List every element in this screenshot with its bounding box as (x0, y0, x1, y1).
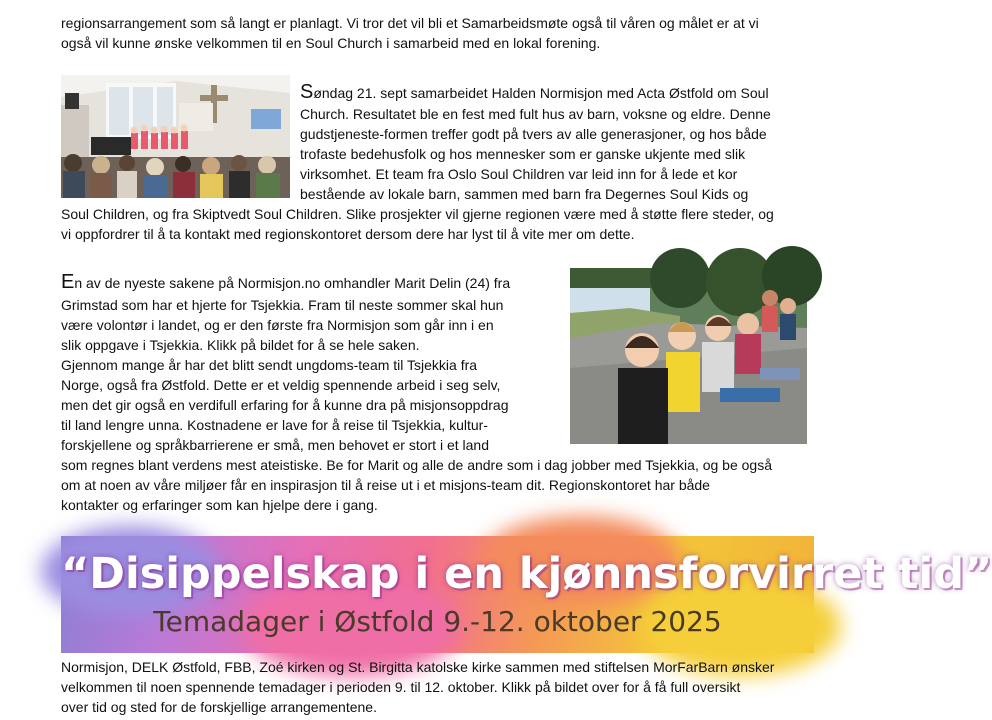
soul-church-line-4: trofaste bedehusfolk og hos mennesker som er ganske ukjente med slik (300, 146, 746, 162)
temadager-line-1: Normisjon, DELK Østfold, FBB, Zoé kirken og St. Birgitta katolske kirke sammen med stiftelsen MorFarBarn ønsker (61, 659, 775, 675)
soul-church-line-6: bestående av lokale barn, sammen med barn fra Degernes Soul Kids og (300, 186, 749, 202)
soul-church-first-line-text: øndag 21. sept samarbeidet Halden Normisjon med Acta Østfold om Soul (313, 85, 769, 101)
hikers-photo-illustration (570, 268, 807, 444)
tsjekkia-dropcap: E (61, 271, 75, 293)
tsjekkia-line-5: Gjennom mange år har det blitt sendt ungdoms-team til Tsjekkia fra (61, 357, 478, 373)
tsjekkia-line-9: forskjellene og språkbarrierene er små, men behovet er stort i et land (61, 437, 489, 453)
tsjekkia-line-2: Grimstad som har et hjerte for Tsjekkia. Fram til neste sommer skal hun (61, 297, 504, 313)
tsjekkia-line-4: slik oppgave i Tsjekkia. Klikk på bildet for å se hele saken. (61, 337, 420, 353)
tsjekkia-first-line-text: n av de nyeste sakene på Normisjon.no omhandler Marit Delin (24) fra (74, 275, 511, 291)
soul-church-dropcap: S (300, 81, 314, 103)
intro-line-1: regionsarrangement som så langt er planlagt. Vi tror det vil bli et Samarbeidsmøte også til våren og målet er at vi (61, 15, 759, 31)
tsjekkia-first-line (61, 272, 510, 293)
soul-church-line-8: vi oppfordrer til å ta kontakt med regionskontoret dersom dere har lyst til å vite mer om dette. (61, 226, 635, 242)
tsjekkia-line-12: kontakter og erfaringer som kan hjelpe dere i gang. (61, 497, 378, 513)
banner-subtitle: Temadager i Østfold 9.-12. oktober 2025 (153, 605, 722, 638)
soul-church-first-line (300, 82, 769, 103)
soul-church-line-2: Church. Resultatet ble en fest med fult hus av barn, voksne og eldre. Denne (300, 106, 771, 122)
temadager-line-3: over tid og sted for de forskjellige arrangementene. (61, 699, 377, 715)
soul-church-line-5: virksomhet. Et team fra Oslo Soul Children var leid inn for å lede et kor (300, 166, 738, 182)
tsjekkia-line-3: være volontør i landet, og er den første fra Normisjon som går inn i en (61, 317, 494, 333)
soul-church-photo[interactable] (61, 75, 290, 198)
tsjekkia-line-6: Norge, også fra Østfold. Dette er et veldig spennende arbeid i seg selv, (61, 377, 501, 393)
temadager-banner[interactable] (61, 536, 992, 653)
tsjekkia-line-11: om at noen av våre miljøer får en inspirasjon til å reise ut i et misjons-team dit. Regionskontoret har både (61, 477, 710, 493)
intro-line-2: også vil kunne ønske velkommen til en Soul Church i samarbeid med en lokal forening. (61, 35, 601, 51)
soul-church-line-3: gudstjeneste-formen treffer godt på tvers av alle generasjoner, og hos både (300, 126, 767, 142)
marit-delin-photo[interactable] (570, 268, 807, 444)
tsjekkia-line-7: men det gir også en verdifull erfaring for å kunne dra på misjonsoppdrag (61, 397, 509, 413)
banner-title: “Disippelskap i en kjønnsforvirret tid” (61, 549, 992, 599)
tsjekkia-line-8: til land lengre unna. Kostnadene er lave for å reise til Tsjekkia, kultur- (61, 417, 488, 433)
soul-church-line-7: Soul Children, og fra Skiptvedt Soul Children. Slike prosjekter vil gjerne regionen være med å støtte flere steder, og (61, 206, 774, 222)
tsjekkia-line-10: som regnes blant verdens mest ateistiske. Be for Marit og alle de andre som i dag jobber med Tsjekkia, og be også (61, 457, 773, 473)
church-photo-illustration (61, 75, 290, 198)
temadager-line-2: velkommen til noen spennende temadager i perioden 9. til 12. oktober. Klikk på bildet over for å få full oversikt (61, 679, 741, 695)
